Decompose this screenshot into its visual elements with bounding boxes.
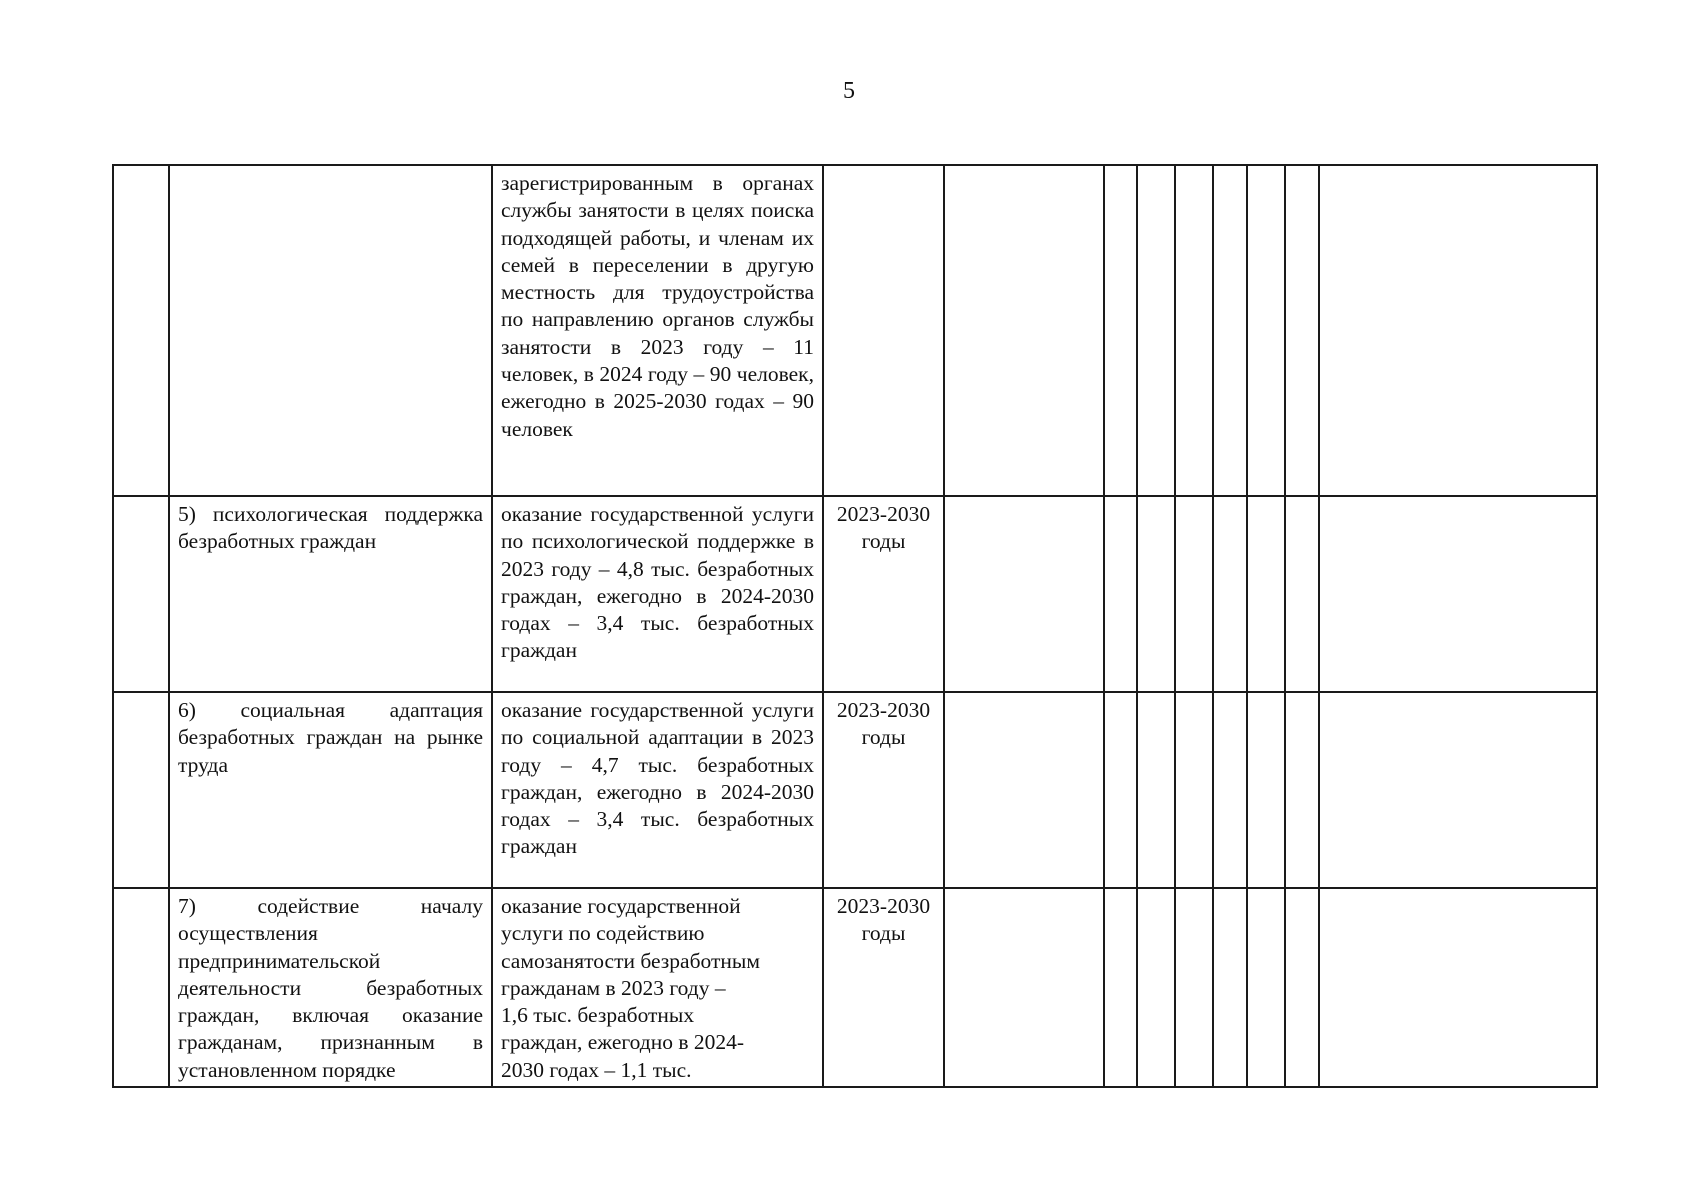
result-cell: оказание государственной услуги по социальной адаптации в 2023 году – 4,7 тыс. безработных граждан, ежегодно в 2024-2030 годах – 3,4 тыс. безработных граждан bbox=[492, 692, 823, 888]
table-row bbox=[113, 496, 1597, 692]
empty-cell bbox=[1104, 496, 1137, 692]
result-cell: зарегистрированным в органах службы занятости в целях поиска подходящей работы, и членам их семей в переселении в другую местность для трудоустройства по направлению органов службы занятости в 2023 году – 11 человек, в 2024 году – 90 человек, ежегодно в 2025-2030 годах – 90 человек bbox=[492, 165, 823, 496]
empty-cell bbox=[1213, 496, 1247, 692]
empty-cell bbox=[1175, 496, 1213, 692]
empty-cell bbox=[1137, 165, 1175, 496]
empty-cell bbox=[1247, 692, 1285, 888]
empty-cell bbox=[1137, 496, 1175, 692]
empty-cell bbox=[1319, 165, 1597, 496]
empty-cell bbox=[944, 692, 1104, 888]
empty-cell bbox=[1104, 888, 1137, 1087]
empty-cell bbox=[1175, 692, 1213, 888]
empty-cell bbox=[1213, 692, 1247, 888]
empty-cell bbox=[1137, 888, 1175, 1087]
event-cell: 6) социальная адаптация безработных граждан на рынке труда bbox=[169, 692, 492, 888]
period-cell: 2023-2030 годы bbox=[823, 496, 944, 692]
empty-cell bbox=[1104, 165, 1137, 496]
empty-cell bbox=[1319, 496, 1597, 692]
empty-cell bbox=[1213, 165, 1247, 496]
empty-cell bbox=[1319, 692, 1597, 888]
table-row bbox=[113, 165, 1597, 496]
empty-cell bbox=[944, 888, 1104, 1087]
empty-cell bbox=[1285, 692, 1319, 888]
empty-cell bbox=[1175, 888, 1213, 1087]
empty-cell bbox=[1319, 888, 1597, 1087]
empty-cell bbox=[1285, 165, 1319, 496]
empty-cell bbox=[944, 165, 1104, 496]
row-number-cell bbox=[113, 888, 169, 1087]
table-row bbox=[113, 692, 1597, 888]
empty-cell bbox=[1247, 888, 1285, 1087]
period-cell bbox=[823, 165, 944, 496]
empty-cell bbox=[1175, 165, 1213, 496]
page-number: 5 bbox=[843, 78, 855, 104]
empty-cell bbox=[1285, 496, 1319, 692]
empty-cell bbox=[1285, 888, 1319, 1087]
result-cell: оказание государственной услуги по содействию самозанятости безработным гражданам в 2023 году – 1,6 тыс. безработных граждан, ежегодно в 2024- 2030 годах – 1,1 тыс. bbox=[492, 888, 823, 1087]
period-cell: 2023-2030 годы bbox=[823, 692, 944, 888]
table-row bbox=[113, 888, 1597, 1087]
empty-cell bbox=[1137, 692, 1175, 888]
empty-cell bbox=[1213, 888, 1247, 1087]
program-table bbox=[112, 164, 1598, 1088]
event-cell: 5) психологическая поддержка безработных граждан bbox=[169, 496, 492, 692]
row-number-cell bbox=[113, 692, 169, 888]
period-cell: 2023-2030 годы bbox=[823, 888, 944, 1087]
row-number-cell bbox=[113, 496, 169, 692]
empty-cell bbox=[1104, 692, 1137, 888]
empty-cell bbox=[1247, 165, 1285, 496]
result-cell: оказание государственной услуги по психологической поддержке в 2023 году – 4,8 тыс. безработных граждан, ежегодно в 2024-2030 годах – 3,4 тыс. безработных граждан bbox=[492, 496, 823, 692]
event-cell: 7) содействие началу осуществления предпринимательской деятельности безработных граждан, включая оказание гражданам, признанным в установленном порядке bbox=[169, 888, 492, 1087]
row-number-cell bbox=[113, 165, 169, 496]
event-cell bbox=[169, 165, 492, 496]
empty-cell bbox=[944, 496, 1104, 692]
empty-cell bbox=[1247, 496, 1285, 692]
